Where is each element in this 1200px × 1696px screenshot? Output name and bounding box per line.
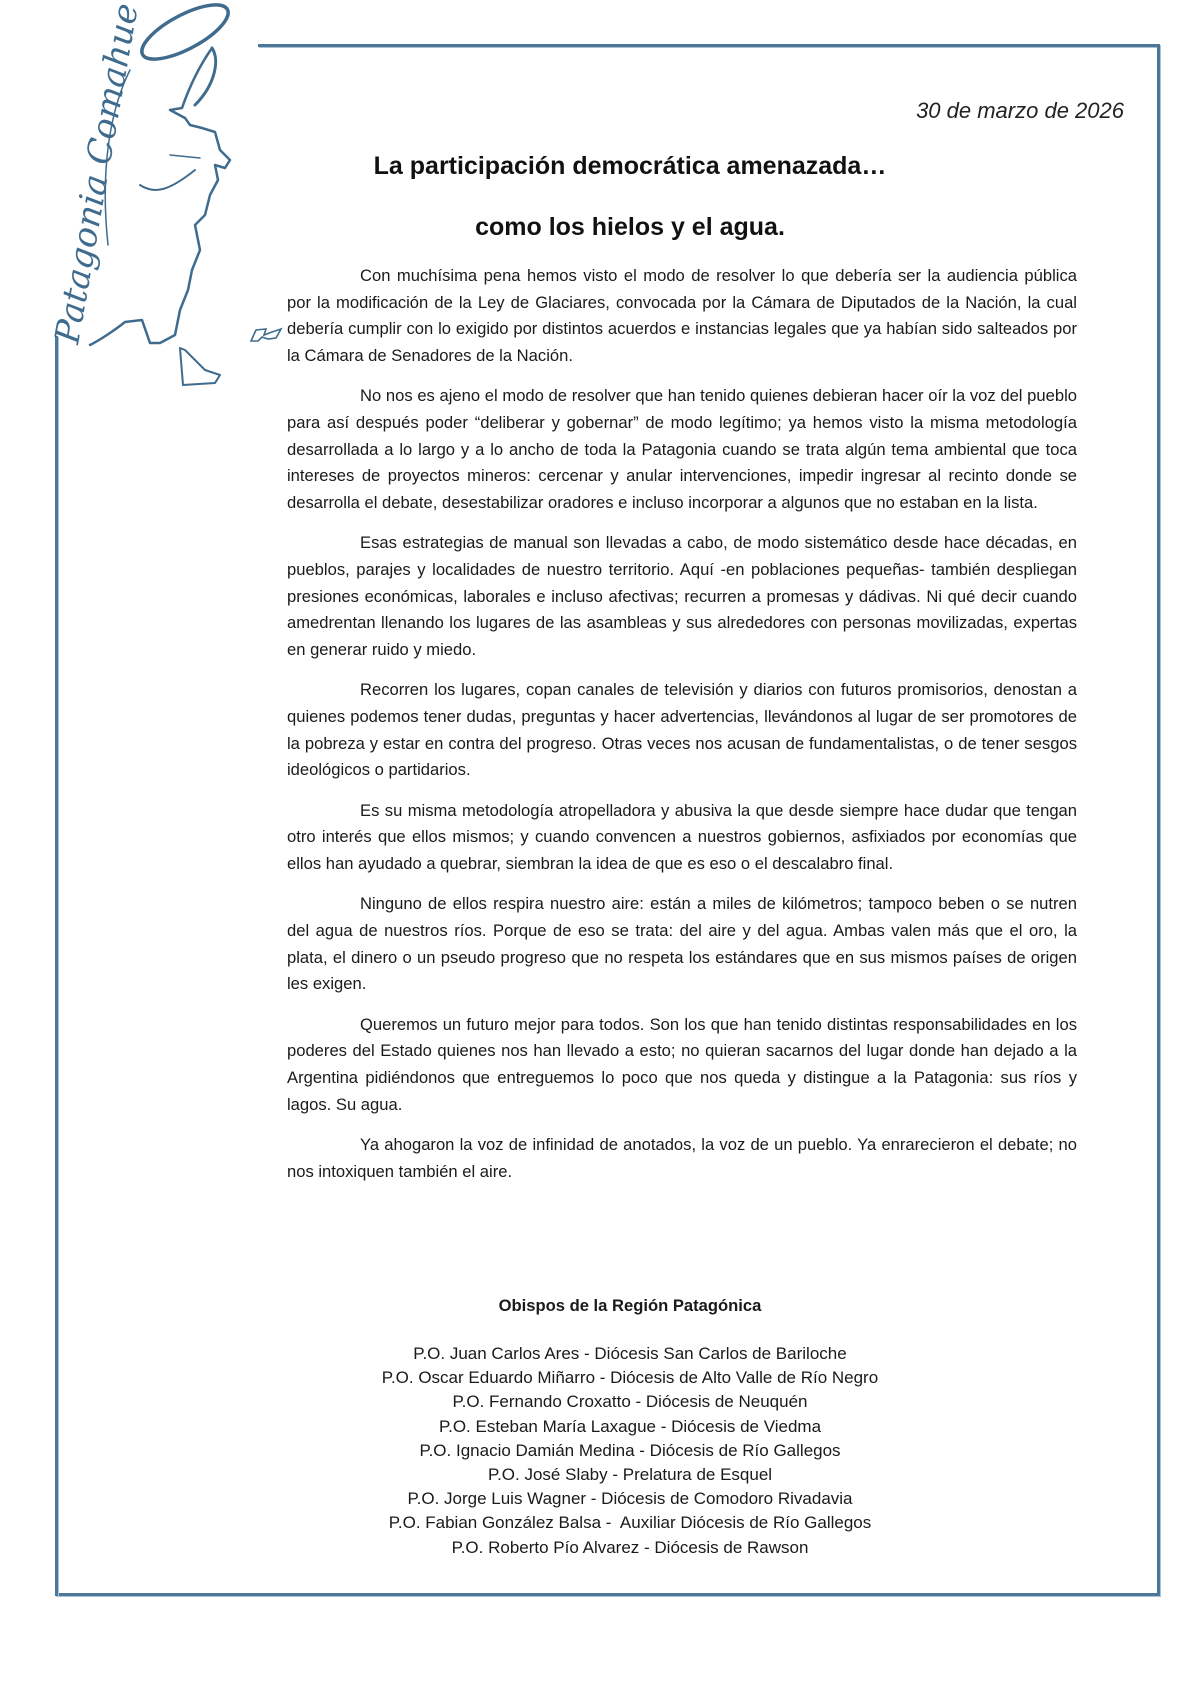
signature-line: P.O. Fabian González Balsa - Auxiliar Diócesis de Río Gallegos <box>388 1513 872 1533</box>
signature-line: P.O. Oscar Eduardo Miñarro - Diócesis de Alto Valle de Río Negro <box>381 1368 879 1388</box>
paragraph: No nos es ajeno el modo de resolver que han tenido quienes debieran hacer oír la voz del pueblo para así después poder “deliberar y gobernar” de modo legítimo; ya hemos visto la misma metodología desarrollada a lo largo y a lo ancho de toda la Patagonia cuando se trata algún tema ambiental que toca intereses de proyectos mineros: cercenar y anular intervenciones, impedir ingresar al recinto donde se desarrolla el debate, desestabilizar oradores e incluso incorporar a algunos que no estaban en la lista. <box>287 386 1077 512</box>
document-title-line-1: La participación democrática amenazada… <box>373 152 887 180</box>
page-frame-top <box>258 44 1160 47</box>
letter-body <box>287 263 1077 1199</box>
signature-line: P.O. Jorge Luis Wagner - Diócesis de Comodoro Rivadavia <box>407 1489 853 1509</box>
paragraph: Esas estrategias de manual son llevadas a cabo, de modo sistemático desde hace décadas, en pueblos, parajes y localidades de nuestro territorio. Aquí -en poblaciones pequeñas- también despliegan presiones económicas, laborales e incluso afectivas; recurren a promesas y dádivas. Ni qué decir cuando amedrentan llenando los lugares de las asambleas y sus alrededores con personas movilizadas, expertas en generar ruido y miedo. <box>287 533 1077 659</box>
signature-line: P.O. Juan Carlos Ares - Diócesis San Carlos de Bariloche <box>413 1344 847 1363</box>
signatures-list <box>240 1342 1020 1560</box>
paragraph: Ninguno de ellos respira nuestro aire: están a miles de kilómetros; tampoco beben o se nutren del agua de nuestros ríos. Porque de eso se trata: del aire y del agua. Ambas valen más que el oro, la plata, el dinero o un pseudo progreso que no respeta los estándares que en sus mismos países de origen les exigen. <box>287 894 1077 994</box>
island-map-icon <box>248 326 284 344</box>
signature-line: P.O. Ignacio Damián Medina - Diócesis de Río Gallegos <box>419 1440 841 1460</box>
signatures-heading: Obispos de la Región Patagónica <box>498 1296 762 1315</box>
page-frame-right <box>1157 44 1160 1596</box>
signature-line: P.O. Esteban María Laxague - Diócesis de Viedma <box>438 1416 822 1436</box>
logo-text: Patagonia Comahue <box>47 0 147 347</box>
paragraph: Queremos un futuro mejor para todos. Son los que han tenido distintas responsabilidades en los poderes del Estado quienes nos han llevado a esto; no quieran sacarnos del lugar donde han dejado a la Argentina pidiéndonos que entreguemos lo poco que nos queda y distingue a la Patagonia: sus ríos y lagos. Su agua. <box>287 1014 1077 1114</box>
patagonia-map-logo-icon <box>20 0 260 395</box>
paragraph: Es su misma metodología atropelladora y abusiva la que desde siempre hace dudar que tengan otro interés que ellos mismos; y cuando convencen a nuestros gobiernos, asfixiados por economías que ellos han ayudado a quebrar, siembran la idea de que es eso o el descalabro final. <box>287 800 1077 873</box>
page-frame-bottom <box>55 1593 1160 1596</box>
paragraph: Recorren los lugares, copan canales de televisión y diarios con futuros promisorios, denostan a quienes podemos tener dudas, preguntas y hacer advertencias, llevándonos al lugar de ser promotores de la pobreza y estar en contra del progreso. Otras veces nos acusan de fundamentalistas, o de tener sesgos ideológicos o partidarios. <box>287 680 1077 780</box>
signature-line: P.O. José Slaby - Prelatura de Esquel <box>487 1465 773 1485</box>
signature-line: P.O. Roberto Pío Alvarez - Diócesis de Rawson <box>451 1537 809 1557</box>
paragraph: Con muchísima pena hemos visto el modo de resolver lo que debería ser la audiencia pública por la modificación de la Ley de Glaciares, convocada por la Cámara de Diputados de la Nación, la cual debería cumplir con lo exigido por distintos acuerdos e instancias legales que ya habían sido salteados por la Cámara de Senadores de la Nación. <box>287 266 1077 365</box>
signature-line: P.O. Fernando Croxatto - Diócesis de Neuquén <box>452 1392 808 1412</box>
document-title-line-2: como los hielos y el agua. <box>475 213 785 241</box>
paragraph: Ya ahogaron la voz de infinidad de anotados, la voz de un pueblo. Ya enrarecieron el debate; no nos intoxiquen también el aire. <box>287 1135 1077 1181</box>
document-date: 30 de marzo de 2026 <box>916 98 1124 123</box>
page-frame-left <box>55 336 58 1596</box>
